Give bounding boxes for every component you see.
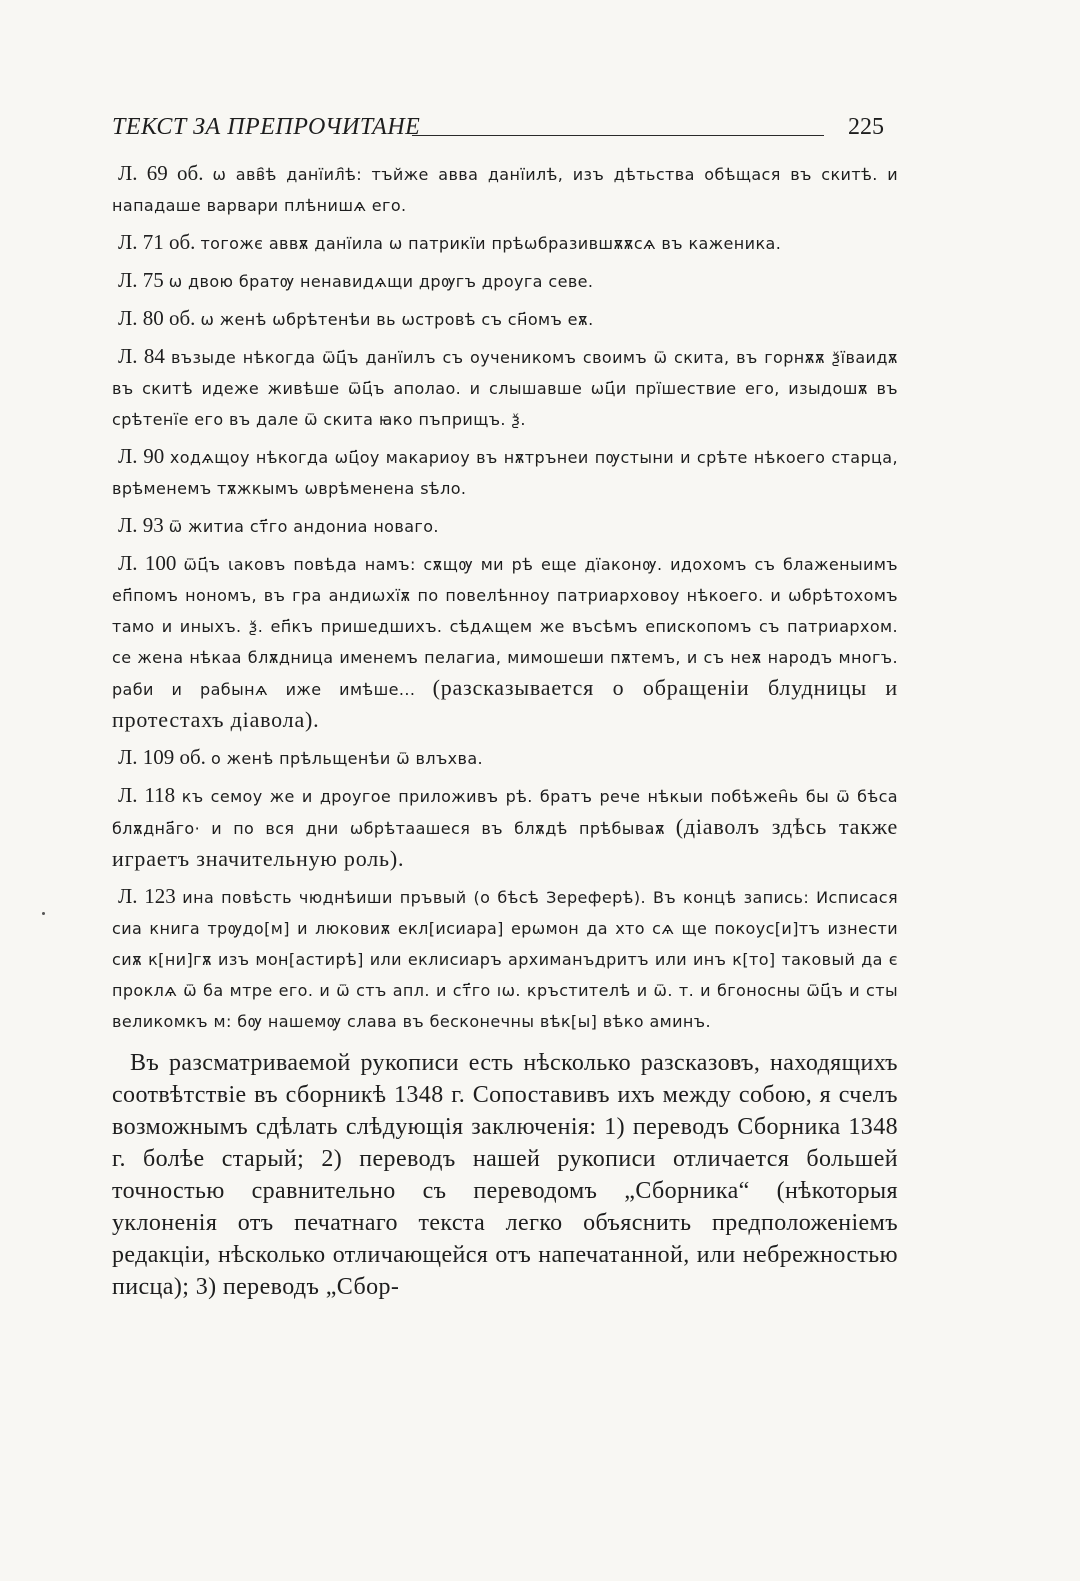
body-paragraph: Въ разсматриваемой рукописи есть нѣсколько разсказовъ, находящихъ соотвѣтствiе въ сборникѣ 1348 г. Сопоставивъ ихъ между собою, я счелъ возможнымъ сдѣлать слѣдующiя заключенiя: 1) переводъ Сборника 1348 г. болѣе старый; 2) переводъ нашей рукописи отличается большей точностью сравнительно съ переводомъ „Сборника“ (нѣкоторыя уклоненiя отъ печатнаго текста легко объяснить предположенiемъ редакцiи, нѣсколько отличающейся отъ напечатанной, или небрежностью писца); 3) переводъ „Сбор-: [112, 1050, 898, 1300]
entry-folio-123: [112, 881, 898, 1037]
entry-folio-84: [112, 341, 898, 435]
page-content: [112, 158, 898, 1303]
folio-ref: Л. 75: [118, 268, 164, 292]
folio-ref: Л. 69 об.: [118, 161, 204, 185]
folio-ref: Л. 84: [118, 344, 165, 368]
entry-folio-90: [112, 441, 898, 504]
editor-gloss: (дiаволъ здѣсь также играетъ значительную роль).: [112, 814, 899, 871]
slavonic-text: ходѧщоу нѣкогда ѡц҃оу макариоу въ нѫтрънеи пѹстыни и срѣте нѣкоего старца, врѣменемъ тѫжкымъ ѡврѣменена ѕѣло.: [112, 448, 899, 498]
slavonic-text: тогожє аввѫ данїила ѡ патрикїи прѣѡбразившѫѫсѧ въ каженика.: [200, 234, 782, 253]
entry-folio-93: [112, 510, 898, 542]
slavonic-text: ѿ житиа ст҃го андониа новаго.: [168, 517, 439, 536]
entry-folio-80: [112, 303, 898, 335]
entry-folio-69: [112, 158, 898, 221]
folio-ref: Л. 100: [118, 551, 177, 575]
slavonic-text: ѡ авв҄ѣ данїил҄ѣ: тъйже авва данїилѣ, изъ дѣтьства обѣщася въ скитѣ. и нападаше варвари плѣнишѧ его.: [112, 165, 898, 215]
entry-folio-71: [112, 227, 898, 259]
slavonic-text: ина повѣсть чюднѣиши пръвый (о бѣсѣ Зереферѣ). Въ концѣ запись: Исписася сиа книга трѹдо[м] и люковиѫ екл[исиара] ерѡмон да хто сѧ ще покоус[и]тъ изнести сиѫ к[ни]гѫ изъ мон[астирѣ] или еклисиаръ архиманъдритъ или инъ к[то] таковый да є проклѧ ѿ ба мтре его. и ѿ стъ апл. и ст҃го ıѡ. кръстителѣ и ѿ. т. и бгоносны ѿц҃ъ и сты великомкъ м: бѹ нашемѹ слава въ бесконечны вѣк[ы] вѣко аминъ.: [112, 888, 899, 1031]
entry-folio-100: [112, 548, 898, 736]
header-title: ТЕКСТ ЗА ПРЕПРОЧИТАНЕ: [112, 114, 421, 140]
editor-gloss: (разсказывается о обращенiи блудницы и протестахъ дiавола).: [112, 675, 899, 732]
folio-ref: Л. 109 об.: [118, 745, 206, 769]
folio-ref: Л. 93: [118, 513, 164, 537]
slavonic-text: възыде нѣкогда ѿц҃ъ данїилъ съ оученикомъ своимъ ѿ скита, въ горнѫѫ ѯїваидѫ въ скитѣ идеже живѣше ѿц҃ъ аполао. и слышавше ѡц҃и прїшествие его, изыдошѫ въ срѣтенїе его въ дале ѿ скита ꙗко пъприщъ. ѯ.: [112, 348, 898, 429]
folio-ref: Л. 90: [118, 444, 165, 468]
folio-ref: Л. 80 об.: [118, 306, 196, 330]
folio-ref: Л. 71 об.: [118, 230, 196, 254]
header-rule: [412, 135, 824, 136]
entry-folio-109: [112, 742, 898, 774]
entry-folio-75: [112, 265, 898, 297]
page-number: 225: [848, 114, 884, 140]
slavonic-text: ѡ двою братѹ ненавидѧщи дрѹгъ дроуга севе.: [168, 272, 594, 291]
entry-folio-118: [112, 780, 898, 875]
margin-speck: [42, 912, 45, 915]
slavonic-text: ѡ женѣ ѡбрѣтенѣи вь ѡстровѣ съ сн҃омъ еѫ.: [200, 310, 594, 329]
running-header: [112, 112, 884, 148]
folio-ref: Л. 123: [118, 884, 176, 908]
slavonic-text: ѿц҃ъ ꙇаковъ повѣда намъ: сѫщѹ ми рѣ еще дїаконѹ. идохомъ съ блаженыимъ еп҃помъ нономъ, въ гра андиѡхїѫ по повелѣнноу патриарховоу нѣкоего. и ѡбрѣтохомъ тамо и иныхъ. ѯ. еп҃къ пришедшихъ. сѣдѧщем же въсѣмъ епископомъ съ патриархом. се жена нѣкаа блѫдница именемъ пелагиа, мимошеши пѫтемъ, и съ неѫ народъ многъ. раби и рабынѧ иже имѣше...: [112, 555, 898, 699]
slavonic-text: о женѣ прѣльщенѣи ѿ влъхва.: [210, 749, 484, 768]
slavonic-text: къ семоу же и дроугое приложивъ рѣ. братъ рече нѣкыи побѣжен҄ь бы ѿ бѣса блѫдна҃го· и по вся дни ѡбрѣтаашеся въ блѫдѣ прѣбываѫ: [112, 787, 898, 838]
folio-ref: Л. 118: [118, 783, 176, 807]
